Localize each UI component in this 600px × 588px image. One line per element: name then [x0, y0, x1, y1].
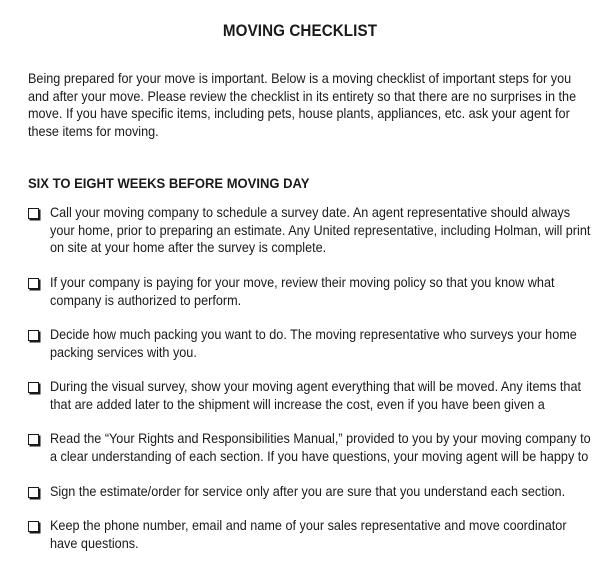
- intro-paragraph: [28, 70, 588, 140]
- checkbox[interactable]: [28, 330, 39, 341]
- item-line: Decide how much packing you want to do. The moving representative who surveys your home: [50, 327, 577, 342]
- item-line: If your company is paying for your move, review their moving policy so that you know what: [50, 275, 555, 290]
- checklist-item-text: [50, 326, 600, 361]
- item-line: company is authorized to perform.: [50, 292, 242, 308]
- intro-line: move. If you have specific items, including pets, house plants, appliances, etc. ask your agent for: [28, 106, 570, 121]
- section-heading: SIX TO EIGHT WEEKS BEFORE MOVING DAY: [28, 175, 310, 191]
- intro-line: these items for moving.: [28, 123, 159, 139]
- checklist-item-text: [50, 378, 600, 413]
- checklist-item-text: [50, 430, 600, 465]
- item-line: Keep the phone number, email and name of your sales representative and move coordinator: [50, 518, 567, 533]
- checklist-item-text: [50, 483, 600, 501]
- checkbox[interactable]: [28, 208, 39, 219]
- item-line: a clear understanding of each section. If you have questions, your moving agent will be happy to: [50, 448, 589, 464]
- intro-line: and after your move. Please review the checklist in its entirety so that there are no surprises in the: [28, 88, 577, 104]
- page-title: MOVING CHECKLIST: [222, 22, 378, 40]
- item-line: Read the “Your Rights and Responsibilities Manual,” provided to you by your moving company to: [50, 431, 591, 446]
- checklist-item-text: [50, 204, 600, 257]
- item-line: Sign the estimate/order for service only after you are sure that you understand each section.: [50, 484, 566, 499]
- item-line: your home, prior to preparing an estimate. Any United representative, including Holman, will print: [50, 222, 591, 238]
- checkbox[interactable]: [28, 382, 39, 393]
- item-line: that are added later to the shipment will increase the cost, even if you have been given a: [50, 396, 545, 412]
- item-line: have questions.: [50, 535, 139, 551]
- checklist-item-text: [50, 517, 600, 552]
- checkbox[interactable]: [28, 487, 39, 498]
- checkbox[interactable]: [28, 434, 39, 445]
- item-line: packing services with you.: [50, 344, 197, 360]
- checkbox[interactable]: [28, 278, 39, 289]
- item-line: During the visual survey, show your moving agent everything that will be moved. Any items that: [50, 379, 582, 394]
- item-line: on site at your home after the survey is complete.: [50, 240, 327, 255]
- intro-line: Being prepared for your move is important. Below is a moving checklist of important steps for you: [28, 71, 572, 86]
- checklist-item-text: [50, 274, 592, 309]
- item-line: Call your moving company to schedule a survey date. An agent representative should always: [50, 205, 571, 220]
- checkbox[interactable]: [28, 521, 39, 532]
